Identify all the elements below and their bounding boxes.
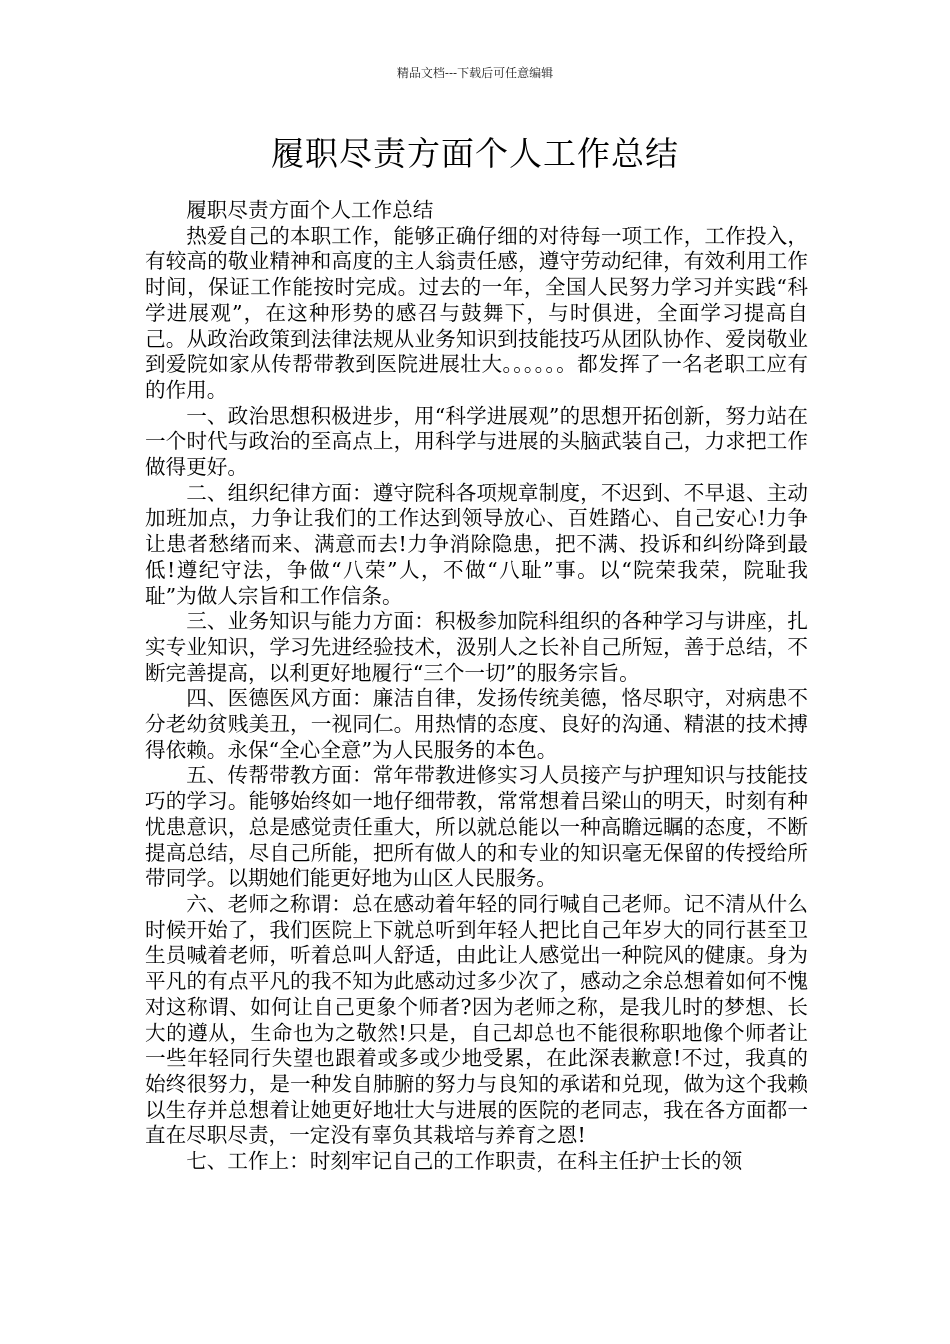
section-political-paragraph: 一、政治思想积极进步，用“科学进展观”的思想开拓创新，努力站在一个时代与政治的至高点上，用科学与进展的头脑武装自己，力求把工作做得更好。 — [145, 403, 808, 480]
section-mentoring-paragraph: 五、传帮带教方面：常年带教进修实习人员接产与护理知识与技能技巧的学习。能够始终如一地仔细带教，常常想着吕梁山的明天，时刻有种忧患意识，总是感觉责任重大，所以就总能以一种高瞻远瞩的态度，不断提高总结，尽自己所能，把所有做人的和专业的知识毫无保留的传授给所带同学。以期她们能更好地为山区人民服务。 — [145, 763, 808, 891]
section-ethics-paragraph: 四、医德医风方面：廉洁自律，发扬传统美德，恪尽职守，对病患不分老幼贫贱美丑，一视同仁。用热情的态度、良好的沟通、精湛的技术搏得依赖。永保“全心全意”为人民服务的本色。 — [145, 686, 808, 762]
section-work-paragraph: 七、工作上：时刻牢记自己的工作职责，在科主任护士长的领 — [186, 1149, 743, 1174]
section-knowledge-paragraph: 三、业务知识与能力方面：积极参加院科组织的各种学习与讲座，扎实专业知识，学习先进经验技术，汲别人之长补自己所短，善于总结，不断完善提高，以利更好地履行“三个一切”的服务宗旨。 — [145, 609, 808, 685]
section-discipline-paragraph: 二、组织纪律方面：遵守院科各项规章制度，不迟到、不早退、主动加班加点，力争让我们的工作达到领导放心、百姓踏心、自己安心!力争让患者愁绪而来、满意而去!力争消除隐患，把不满、投诉和纠纷降到最低!遵纪守法，争做“八荣”人，不做“八耻”事。以“院荣我荣，院耻我耻”为做人宗旨和工作信条。 — [145, 480, 808, 608]
document-title: 履职尽责方面个人工作总结 — [271, 134, 679, 173]
section-teacher-title-paragraph: 六、老师之称谓：总在感动着年轻的同行喊自己老师。记不清从什么时候开始了，我们医院上下就总听到年轻人把比自己年岁大的同行甚至卫生员喊着老师，听着总叫人舒适，由此让人感觉出一种院风的健康。身为平凡的有点平凡的我不知为此感动过多少次了，感动之余总想着如何不愧对这称谓、如何让自己更象个师者?因为老师之称，是我儿时的梦想、长大的遵从，生命也为之敬然!只是，自己却总也不能很称职地像个师者让一些年轻同行失望也跟着或多或少地受累，在此深表歉意!不过，我真的始终很努力，是一种发自肺腑的努力与良知的承诺和兑现，做为这个我赖以生存并总想着让她更好地壮大与进展的医院的老同志，我在各方面都一直在尽职尽责，一定没有辜负其栽培与养育之恩! — [145, 891, 808, 1148]
intro-paragraph: 热爱自己的本职工作，能够正确仔细的对待每一项工作，工作投入，有较高的敬业精神和高度的主人翁责任感，遵守劳动纪律，有效利用工作时间，保证工作能按时完成。过去的一年，全国人民努力学习并实践“科学进展观”，在这种形势的感召与鼓舞下，与时俱进，全面学习提高自己。从政治政策到法律法规从业务知识到技能技巧从团队协作、爱岗敬业到爱院如家从传帮带教到医院进展壮大。。。。。。都发挥了一名老职工应有的作用。 — [145, 223, 808, 402]
subtitle-paragraph: 履职尽责方面个人工作总结 — [186, 198, 434, 222]
document-body — [145, 198, 808, 1175]
header-note: 精品文档---下载后可任意编辑 — [396, 66, 554, 80]
